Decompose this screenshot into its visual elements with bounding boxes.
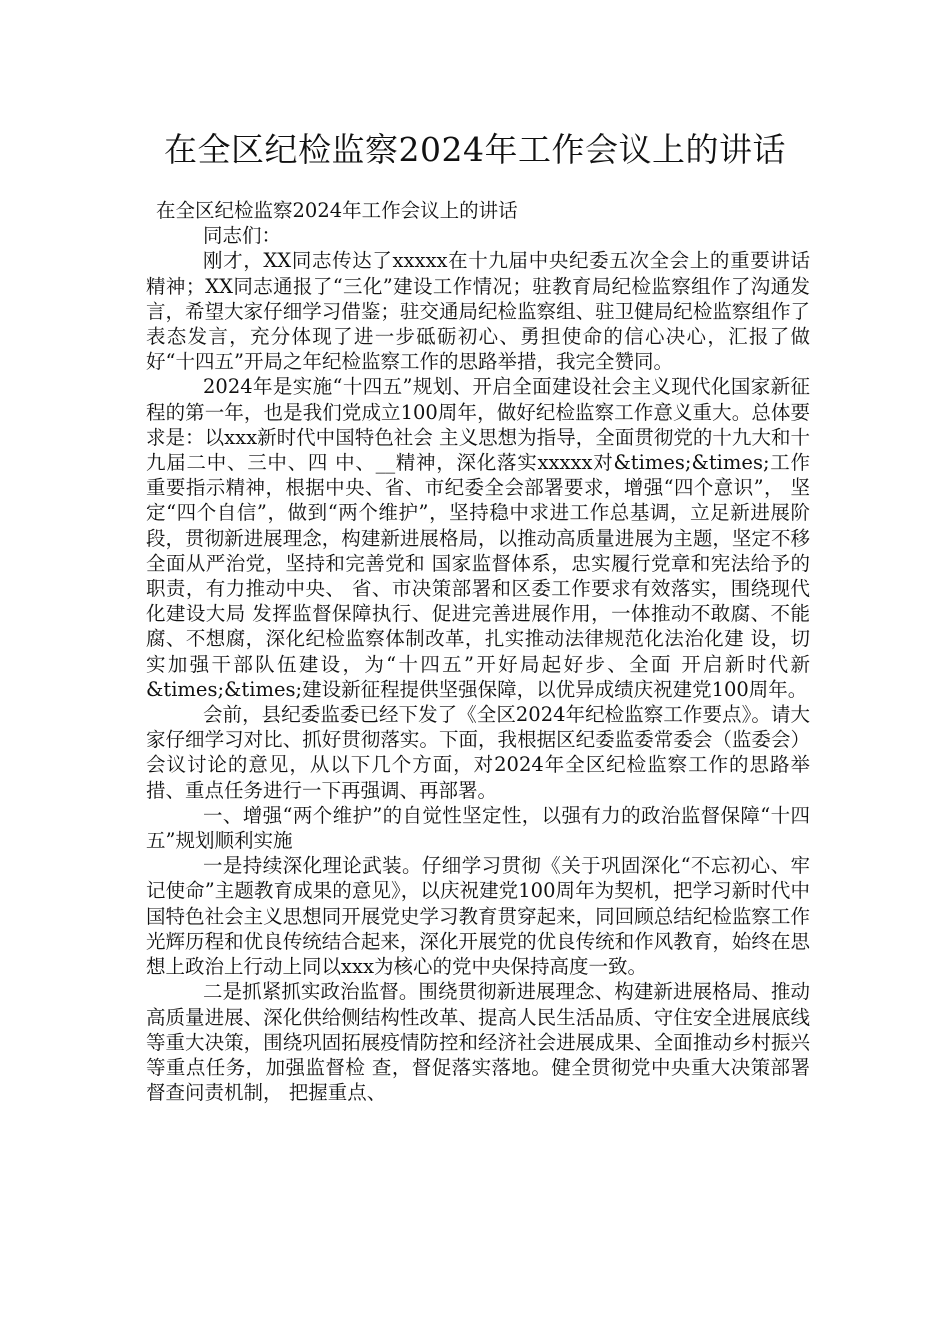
- salutation: 同志们：: [203, 224, 282, 248]
- paragraph-opening: 刚才，XX同志传达了xxxxx在十九届中央纪委五次全会上的重要讲话精神；XX同志通报了“三化”建设工作情况；驻教育局纪检监察组作了沟通发言，希望大家仔细学习借鉴；驻交通局纪检监察组、驻卫健局纪检监察组作了表态发言，充分体现了进一步砥砺初心、勇担使命的信心决心，汇报了做好“十四五”开局之年纪检监察工作的思路举措，我完全赞同。: [146, 249, 810, 374]
- document-body: [146, 198, 810, 1105]
- paragraph-political-supervision: 二是抓紧抓实政治监督。围绕贯彻新进展理念、构建新进展格局、推动高质量进展、深化供给侧结构性改革、提高人民生活品质、守住安全进展底线等重大决策，围绕巩固拓展疫情防控和经济社会进展成果、全面推动乡村振兴等重点任务，加强监督检 查，督促落实落地。健全贯彻党中央重大决策部署督查问责机制， 把握重点、: [146, 980, 810, 1105]
- paragraph-general-requirements: 2024年是实施“十四五”规划、开启全面建设社会主义现代化国家新征程的第一年，也是我们党成立100周年，做好纪检监察工作意义重大。总体要求是：以xxx新时代中国特色社会 主义思想为指导，全面贯彻党的十九大和十九届二中、三中、四 中、__精神，深化落实xxxxx对&times;&times;工作重要指示精神，根据中央、省、市纪委全会部署要求，增强“四个意识”， 坚定“四个自信”，做到“两个维护”，坚持稳中求进工作总基调，立足新进展阶段，贯彻新进展理念，构建新进展格局，以推动高质量进展为主题，坚定不移全面从严治党，坚持和完善党和 国家监督体系，忠实履行党章和宪法给予的职责，有力推动中央、 省、市决策部署和区委工作要求有效落实，围绕现代化建设大局 发挥监督保障执行、促进完善进展作用，一体推动不敢腐、不能 腐、不想腐，深化纪检监察体制改革，扎实推动法律规范化法治化建 设，切实加强干部队伍建设，为“十四五”开好局起好步、全面 开启新时代新&times;&times;建设新征程提供坚强保障，以优异成绩庆祝建党100周年。: [146, 375, 810, 701]
- document-title: 在全区纪检监察2024年工作会议上的讲话: [164, 130, 786, 169]
- paragraph-theory: 一是持续深化理论武装。仔细学习贯彻《关于巩固深化“不忘初心、牢记使命”主题教育成果的意见》，以庆祝建党100周年为契机，把学习新时代中国特色社会主义思想同开展党史学习教育贯穿起来，同回顾总结纪检监察工作光辉历程和优良传统结合起来，深化开展党的优良传统和作风教育，始终在思想上政治上行动上同以xxx为核心的党中央保持高度一致。: [146, 854, 810, 979]
- section-heading-one: 一、增强“两个维护”的自觉性坚定性，以强有力的政治监督保障“十四五”规划顺利实施: [146, 803, 810, 853]
- document-subtitle: 在全区纪检监察2024年工作会议上的讲话: [156, 199, 518, 222]
- paragraph-work-points: 会前，县纪委监委已经下发了《全区2024年纪检监察工作要点》。请大家仔细学习对比、抓好贯彻落实。下面，我根据区纪委监委常委会（监委会）会议讨论的意见，从以下几个方面，对2024年全区纪检监察工作的思路举措、重点任务进行一下再强调、再部署。: [146, 703, 810, 802]
